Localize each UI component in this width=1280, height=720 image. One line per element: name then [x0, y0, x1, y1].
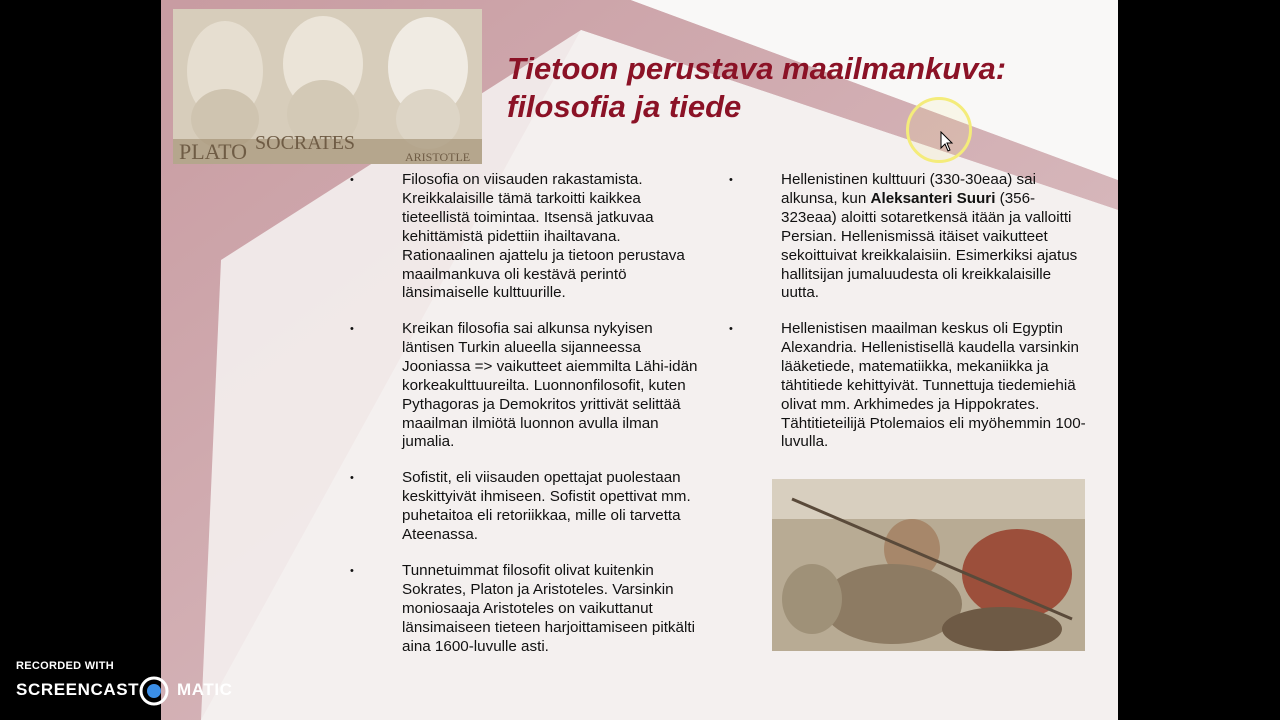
left-bullet-1-text: Filosofia on viisauden rakastamista. Kreikkalaisille tämä tarkoitti kaikkea tieteellistä toimintaa. Itsensä jatkuvaa kehittämistä pidettiin ihailtavana. Rationaalinen ajattelu ja tietoon perustava maailmankuva oli kestävä perintö länsimaiselle kulttuurille. [402, 171, 685, 302]
right-bullet-1-bold: Aleksanteri Suuri [870, 189, 996, 207]
left-bullet-4-text: Tunnetuimmat filosofit olivat kuitenkin Sokrates, Platon ja Aristoteles. Varsinkin moniosaaja Aristoteles on vaikuttanut länsimaiseen tieteen harjoittamiseen pitkälti aina 1600-luvulle asti. [402, 562, 695, 655]
watermark-screencast-text: SCREENCAST [16, 680, 140, 699]
left-bullet-4 [350, 562, 712, 657]
bust-label-aristotle: ARISTOTLE [405, 150, 471, 164]
right-bullet-1-text [781, 171, 1081, 303]
bullet-marker: • [729, 323, 733, 335]
right-bullet-1 [729, 171, 1081, 303]
bullet-marker: • [350, 565, 354, 577]
right-bullet-2 [729, 320, 1091, 452]
philosophers-busts-image [173, 9, 482, 164]
left-bullet-3-text: Sofistit, eli viisauden opettajat puolestaan keskittyivät ihmiseen. Sofistit opettivat mm. puhetaitoa eli retoriikkaa, mille oli tarvetta Ateenassa. [402, 469, 691, 543]
left-bullet-2-text: Kreikan filosofia sai alkunsa nykyisen läntisen Turkin alueella sijanneessa Jooniassa => vaikutteet aiemmilta Lähi-idän korkeakulttuureilta. Luonnonfilosofit, kuten Pythagoras ja Demokritos yrittivät selittää maailman ilmiötä luonnon avulla ilman jumalia. [402, 320, 698, 451]
slide-title [507, 50, 1107, 126]
bullet-marker: • [350, 472, 354, 484]
screencast-logo-icon [139, 676, 169, 706]
bullet-marker: • [729, 174, 733, 186]
bust-label-socrates: SOCRATES [255, 132, 356, 154]
left-bullet-2 [350, 320, 706, 452]
title-line-1: Tietoon perustava maailmankuva: [507, 51, 1007, 86]
left-bullet-3 [350, 469, 712, 545]
bullet-marker: • [350, 323, 354, 335]
bust-label-plato: PLATO [179, 139, 248, 164]
right-bullet-2-text: Hellenistisen maailman keskus oli Egyptin Alexandria. Hellenistisellä kaudella varsinkin lääketiede, matematiikka, mekaniikka ja tähtitiede kehittyivät. Tunnettuja tiedemiehiä olivat mm. Arkhimedes ja Hippokrates. Tähtitieteilijä Ptolemaios eli myöhemmin 100-luvulla. [781, 320, 1086, 451]
bullet-marker: • [350, 174, 354, 186]
left-bullet-1 [350, 171, 702, 303]
watermark-matic-text: MATIC [177, 680, 233, 699]
screencast-watermark [16, 660, 246, 710]
cursor-highlight [906, 97, 972, 163]
alexander-mosaic-image [772, 479, 1085, 651]
slide [161, 0, 1118, 720]
watermark-line-1: RECORDED WITH [16, 660, 115, 672]
title-line-2: filosofia ja tiede [507, 89, 742, 124]
mouse-cursor-icon [940, 131, 954, 153]
right-bullet-1-pre: Hellenistinen kulttuuri (330-30eaa) sai alkunsa, kun [781, 171, 1036, 207]
right-bullet-1-post: (356-323eaa) aloitti sotaretkensä itään ja valloitti Persian. Hellenismissä itäiset vaikutteet sekoittuivat kreikkalaisiin. Esimerkiksi ajatus hallitsijan jumaluudesta oli kreikkalaisille uutta. [781, 189, 1078, 302]
